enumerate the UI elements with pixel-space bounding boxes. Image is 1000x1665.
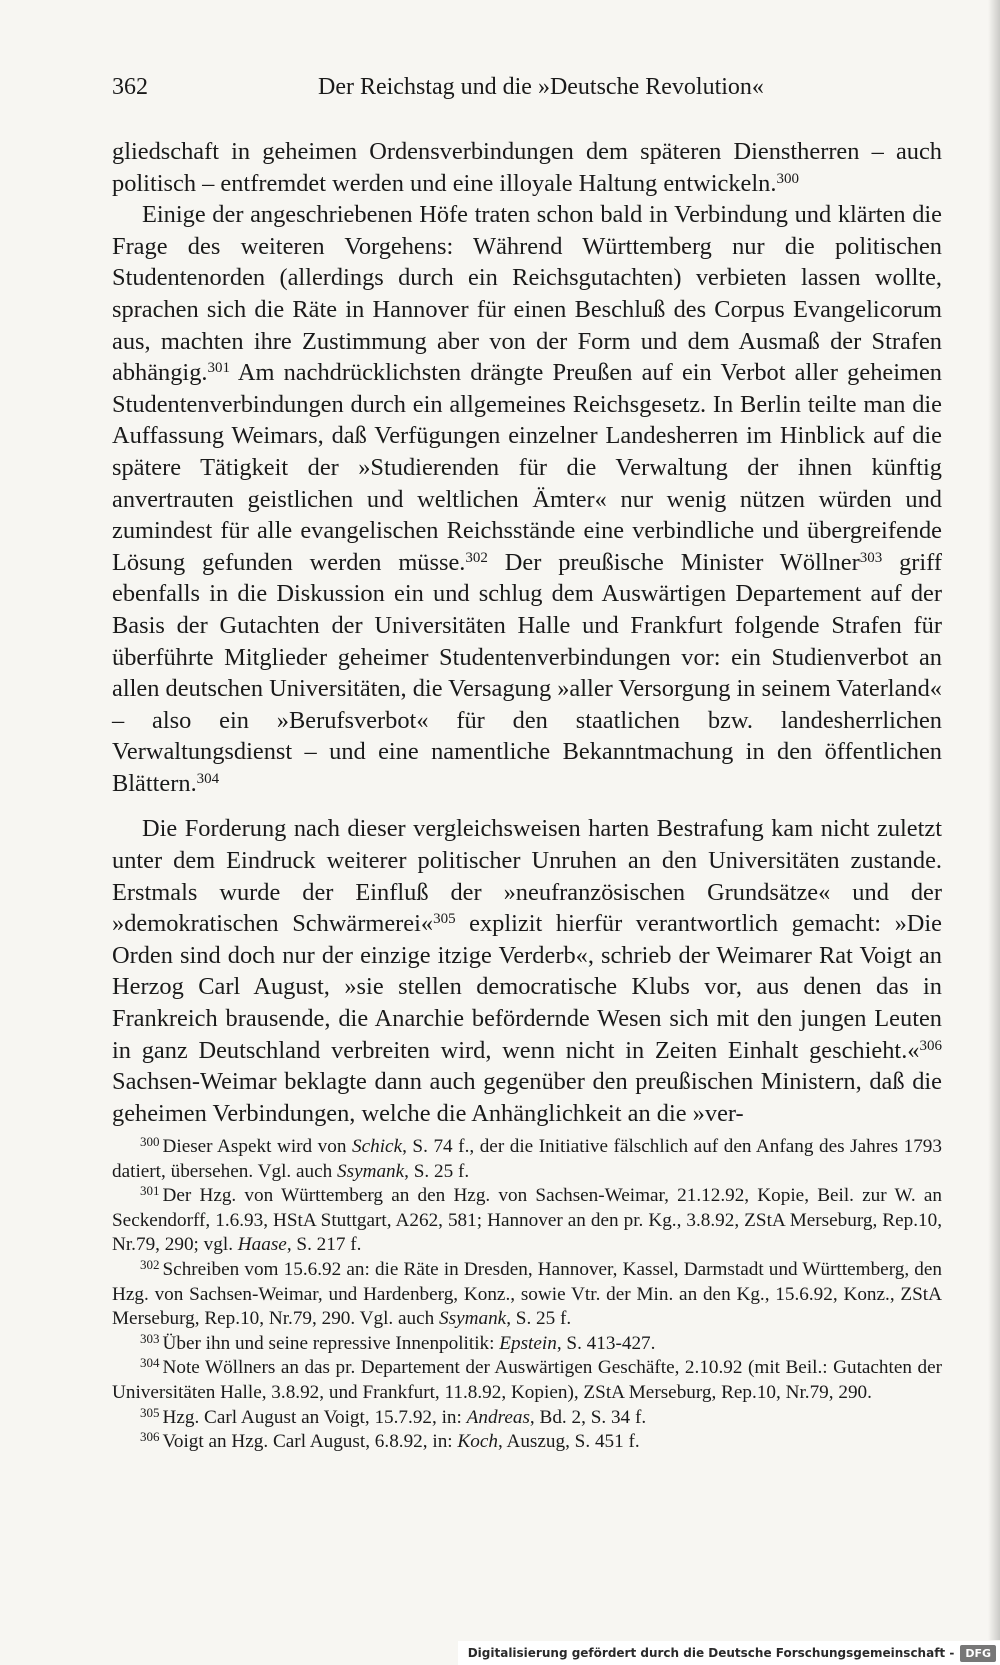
footnote-ref: 304 (196, 770, 220, 787)
footnote-302: $^{302}$ Schreiben vom 15.6.92 an: die Räte in Dresden, Hannover, Kassel, Darmstadt und Württemberg, den Hzg. von Sachsen-Weimar, und Hardenberg, Konz., sowie Vtr. der Min. an den Kg., 15.6.92, Konz., ZStA Merseburg, Rep.10, Nr.79, 290. Vgl. auch Ssymank, S. 25 f. (112, 1256, 942, 1330)
running-title: Der Reichstag und die »Deutsche Revolution« (318, 74, 764, 100)
page-edge-shadow (988, 0, 1000, 1640)
footnote-301: $^{301}$ Der Hzg. von Württemberg an den Hzg. von Sachsen-Weimar, 21.12.92, Kopie, Beil. zur W. an Seckendorff, 1.6.93, HStA Stuttgart, A262, 581; Hannover an den pr. Kg., 3.8.92, ZStA Merseburg, Rep.10, Nr.79, 290; vgl. Haase, S. 217 f. (112, 1183, 942, 1256)
footnote-ref: 301 (207, 360, 231, 377)
paragraph-2: Einige der angeschriebenen Höfe traten schon bald in Verbindung und klärten die Frage des weiteren Vorgehens: Während Württemberg nur die politischen Studentenorden (allerdings durch ein Reichsgutachten) verbieten lassen wollte, sprachen sich die Räte in Hannover für einen Beschluß des Corpus Evangelicorum aus, machten ihre Zustimmung aber von der Form und dem Ausmaß der Strafen abhängig.$^{301}$ Am nachdrücklichsten drängte Preußen auf ein Verbot aller geheimen Studentenverbindungen durch ein allgemeines Reichsgesetz. In Berlin teilte man die Auffassung Weimars, daß Verfügungen einzelner Landesherren im Hinblick auf die spätere Tätigkeit der »Studierenden für die Verwaltung der ihnen künftig anvertrauten geistlichen und weltlichen Ämter« nur wenig nützen würden und zumindest für alle evangelischen Reichsstände eine verbindliche und übergreifende Lösung gefunden werden müsse.$^{302}$ Der preußische Minister Wöllner$^{303}$ griff ebenfalls in die Diskussion ein und schlug dem Auswärtigen Departement auf der Basis der Gutachten der Universitäten Halle und Frankfurt folgende Strafen für überführte Mitglieder geheimer Studentenverbindungen vor: ein Studienverbot an allen deutschen Universitäten, die Versagung »aller Versorgung in seinem Vaterland« – also ein »Berufsverbot« für den staatlichen bzw. landesherrlichen Verwaltungsdienst – und eine namentliche Bekanntmachung in den öffentlichen Blättern.$^{304}$ (112, 201, 942, 797)
page-number: 362 (112, 74, 148, 100)
footnote-304: $^{304}$ Note Wöllners an das pr. Departement der Auswärtigen Geschäfte, 2.10.92 (mit Beil.: Gutachten der Universitäten Halle, 3.8.92, und Frankfurt, 11.8.92, Kopien), ZStA Merseburg, Rep.10, Nr.79, 290. (112, 1355, 942, 1403)
footnote-ref: 305 (433, 911, 456, 928)
footnotes (112, 1135, 942, 1455)
digitization-banner (458, 1641, 1000, 1665)
main-text (112, 136, 942, 1129)
banner-text: Digitalisierung gefördert durch die Deutsche Forschungsgemeinschaft - (467, 1646, 955, 1660)
footnote-303: $^{303}$ Über ihn und seine repressive Innenpolitik: Epstein, S. 413-427. (140, 1330, 656, 1354)
paragraph-1: gliedschaft in geheimen Ordensverbindungen dem späteren Dienstherren – auch politisch – entfremdet werden und eine illoyale Haltung entwickeln.$^{300}$ (112, 138, 942, 197)
dfg-logo-icon: DFG (960, 1645, 996, 1662)
paragraph-3: Die Forderung nach dieser vergleichsweisen harten Bestrafung kam nicht zuletzt unter dem Eindruck weiterer politischer Unruhen an den Universitäten zustande. Erstmals wurde der Einfluß der »neufranzösischen Grundsätze« und der »demokratischen Schwärmerei«$^{305}$ explizit hierfür verantwortlich gemacht: »Die Orden sind doch nur der einzige itzige Verderb«, schrieb der Weimarer Rat Voigt an Herzog Carl August, »sie stellen democratische Klubs vor, aus denen das in Frankreich brausende, die Anarchie befördernde Wesen sich mit den jungen Leuten in ganz Deutschland verbreiten wird, wenn nicht in Zeiten Einhalt geschieht.«$^{306}$ Sachsen-Weimar beklagte dann auch gegenüber den preußischen Ministern, daß die geheimen Verbindungen, welche die Anhänglichkeit an die »ver- (112, 815, 942, 1127)
footnote-ref: 302 (465, 549, 488, 566)
footnote-ref: 300 (776, 170, 799, 187)
footnote-300: $^{300}$ Dieser Aspekt wird von Schick, S. 74 f., der die Initiative fälschlich auf den Anfang des Jahres 1793 datiert, übersehen. Vgl. auch Ssymank, S. 25 f. (112, 1134, 942, 1182)
footnote-ref: 303 (859, 549, 883, 566)
footnote-ref: 306 (919, 1037, 942, 1054)
footnote-305: $^{305}$ Hzg. Carl August an Voigt, 15.7.92, in: Andreas, Bd. 2, S. 34 f. (140, 1404, 647, 1428)
footnote-306: $^{306}$ Voigt an Hzg. Carl August, 6.8.92, in: Koch, Auszug, S. 451 f. (140, 1429, 640, 1453)
